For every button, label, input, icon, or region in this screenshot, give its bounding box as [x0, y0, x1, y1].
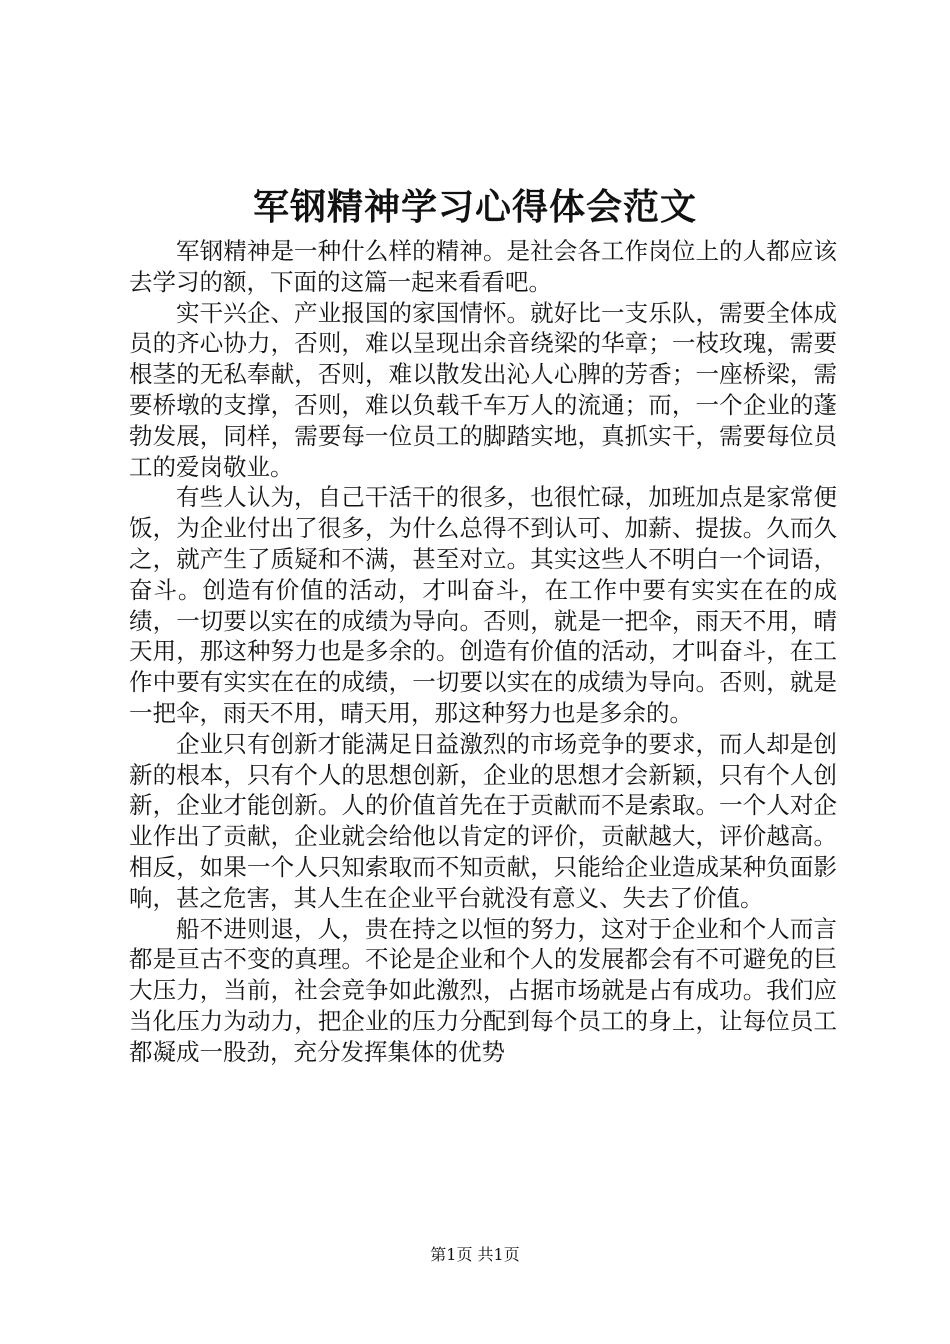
- paragraph-5: 船不进则退，人，贵在持之以恒的努力，这对于企业和个人而言都是亘古不变的真理。不论是企业和个人的发展都会有不可避免的巨大压力，当前，社会竞争如此激烈，占据市场就是占有成功。我们应当化压力为动力，把企业的压力分配到每个员工的身上，让每位员工都凝成一股劲，充分发挥集体的优势: [129, 914, 837, 1066]
- document-body: [129, 236, 837, 1068]
- paragraph-3: 有些人认为，自己干活干的很多，也很忙碌，加班加点是家常便饭，为企业付出了很多，为什么总得不到认可、加薪、提拔。久而久之，就产生了质疑和不满，甚至对立。其实这些人不明白一个词语，奋斗。创造有价值的活动，才叫奋斗，在工作中要有实实在在的成绩，一切要以实在的成绩为导向。否则，就是一把伞，雨天不用，晴天用，那这种努力也是多余的。创造有价值的活动，才叫奋斗，在工作中要有实实在在的成绩，一切要以实在的成绩为导向。否则，就是一把伞，雨天不用，晴天用，那这种努力也是多余的。: [129, 483, 837, 727]
- page-footer: 第1页 共1页: [430, 1245, 520, 1264]
- paragraph-4: 企业只有创新才能满足日益激烈的市场竞争的要求，而人却是创新的根本，只有个人的思想创新，企业的思想才会新颖，只有个人创新，企业才能创新。人的价值首先在于贡献而不是索取。一个人对企业作出了贡献，企业就会给他以肯定的评价，贡献越大，评价越高。相反，如果一个人只知索取而不知贡献，只能给企业造成某种负面影响，甚之危害，其人生在企业平台就没有意义、失去了价值。: [129, 729, 837, 912]
- paragraph-2: 实干兴企、产业报国的家国情怀。就好比一支乐队，需要全体成员的齐心协力，否则，难以呈现出余音绕梁的华章；一枝玫瑰，需要根茎的无私奉献，否则，难以散发出沁人心脾的芳香；一座桥梁，需要桥墩的支撑，否则，难以负载千车万人的流通；而，一个企业的蓬勃发展，同样，需要每一位员工的脚踏实地，真抓实干，需要每位员工的爱岗敬业。: [129, 298, 837, 481]
- document-title: 军钢精神学习心得体会范文: [252, 186, 697, 228]
- paragraph-1: 军钢精神是一种什么样的精神。是社会各工作岗位上的人都应该去学习的额，下面的这篇一起来看看吧。: [129, 237, 837, 296]
